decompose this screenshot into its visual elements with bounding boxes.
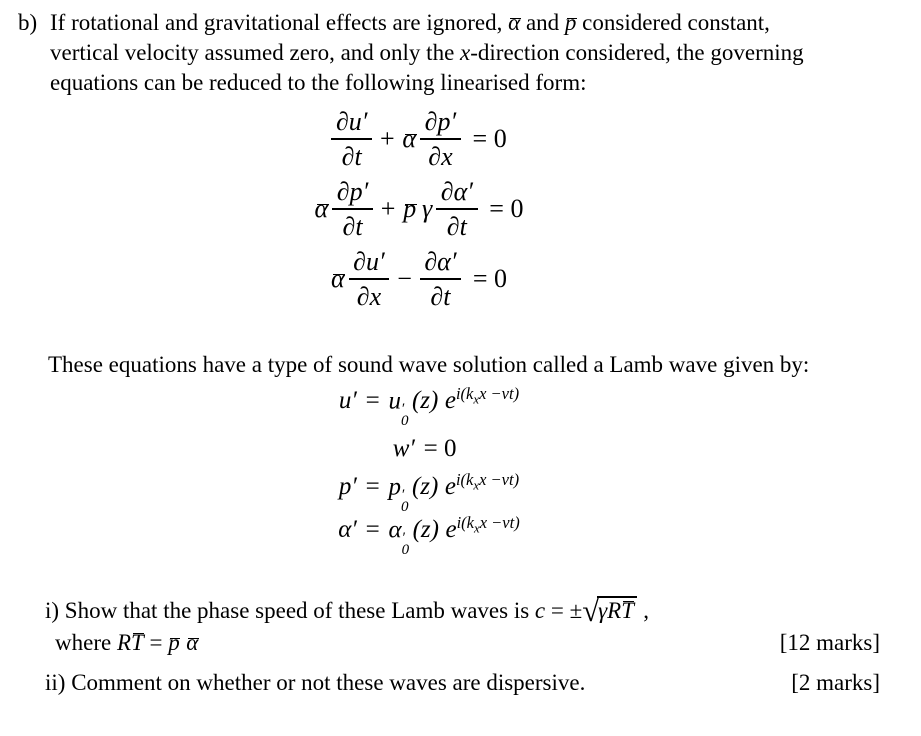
solution-u [18, 384, 880, 427]
fraction-du-dt [331, 107, 372, 171]
lhs-u-prime: u′ [338, 386, 357, 414]
marks-badge-q1: [12 marks] [779, 630, 880, 655]
radicand [597, 596, 637, 623]
prime-zero-stack [401, 530, 410, 558]
denominator: ∂t [342, 211, 363, 241]
subscript-zero: 0 [401, 541, 410, 558]
paragraph-line-2 [50, 38, 880, 68]
question-b-paragraph [18, 8, 880, 98]
exponent-post: x −vt) [479, 512, 520, 532]
fraction-dp-dt [332, 177, 373, 241]
alpha-bar-symbol: α [330, 264, 345, 293]
paragraph-line-3: equations can be reduced to the following linearised form: [50, 70, 587, 95]
comma: , [637, 598, 649, 623]
lamb-wave-solutions [18, 384, 880, 556]
exponential-e: e [444, 386, 456, 414]
question-ii-text: ii) Comment on whether or not these waves are dispersive. [45, 670, 586, 695]
prime-mark: ′ [400, 487, 405, 504]
prime-zero-stack [400, 401, 409, 429]
lhs-alpha-prime: α′ [338, 515, 357, 543]
equals-sign: = [143, 630, 169, 655]
exponent-pre: i(k [456, 512, 474, 532]
solution-alpha [18, 513, 880, 556]
exponent-pre: i(k [455, 383, 474, 403]
z-argument: (z) [411, 472, 439, 500]
prime-mark: ′ [400, 401, 405, 418]
exponent-post: x −vt) [479, 383, 520, 403]
amplitude-base: u [388, 386, 401, 414]
question-i-where-row [18, 628, 880, 658]
exponent-post: x −vt) [479, 469, 520, 489]
plus-operator: + [380, 194, 396, 223]
plus-minus-sign: ± [569, 598, 583, 623]
fraction-dp-dx [420, 107, 461, 171]
alpha-bar-symbol: α [402, 124, 417, 153]
exponent [455, 383, 520, 406]
numerator: ∂u′ [331, 107, 372, 140]
k-subscript-x: x [473, 391, 480, 406]
alpha-bar-symbol: α [508, 10, 521, 35]
governing-equations-block [18, 106, 880, 312]
fraction-du-dx [349, 247, 390, 311]
numerator: ∂u′ [349, 247, 390, 280]
text-fragment: and [520, 10, 565, 35]
denominator: ∂t [341, 141, 362, 171]
denominator: ∂x [356, 281, 382, 311]
subscript-zero: 0 [400, 412, 409, 429]
denominator: ∂t [446, 211, 467, 241]
gamma-symbol: γ [421, 194, 433, 223]
p-bar-symbol: p [168, 630, 180, 655]
text-fragment: where [55, 630, 117, 655]
phase-speed-c: c [534, 598, 546, 623]
numerator: ∂p′ [420, 107, 461, 140]
alpha-bar-symbol: α [314, 194, 329, 223]
question-b-text [50, 8, 880, 98]
text-fragment: considered constant, [576, 10, 770, 35]
fraction-dalpha-dt [436, 177, 478, 241]
question-ii-row [18, 668, 880, 698]
lhs-w-prime: w′ [392, 434, 415, 462]
p-bar-symbol: p [564, 10, 577, 35]
text-fragment: If rotational and gravitational effects are ignored, [50, 10, 509, 35]
amplitude-base: p [388, 472, 401, 500]
T-bar-symbol: T [131, 630, 144, 655]
p-bar-symbol: p [403, 194, 417, 223]
question-i-line [45, 593, 880, 629]
k-subscript-x: x [473, 477, 480, 492]
where-clause [55, 628, 198, 658]
text-fragment: -direction considered, the governing [470, 40, 804, 65]
marks-badge-q2: [2 marks] [791, 670, 880, 695]
lamb-wave-intro: These equations have a type of sound wave solution called a Lamb wave given by: [48, 352, 810, 377]
plus-operator: + [379, 124, 395, 153]
equals-zero: = 0 [423, 434, 457, 462]
numerator: ∂α′ [420, 247, 462, 280]
subscript-zero: 0 [400, 498, 409, 515]
equals-sign: = [545, 598, 570, 623]
numerator: ∂p′ [332, 177, 373, 210]
equals-sign: = [365, 515, 380, 543]
gamma-R-symbols: γR [598, 598, 622, 623]
equation-pressure [18, 176, 880, 242]
exponent [455, 469, 520, 492]
amplitude-base: α [388, 515, 402, 543]
text-fragment: i) Show that the phase speed of these Lamb waves is [45, 598, 535, 623]
square-root-icon: √ [582, 593, 598, 629]
question-b-label: b) [18, 10, 38, 35]
z-argument: (z) [411, 386, 439, 414]
numerator: ∂α′ [436, 177, 478, 210]
equals-zero: = 0 [472, 264, 508, 293]
exponential-e: e [445, 515, 457, 543]
solution-w [18, 427, 880, 470]
exponential-e: e [444, 472, 456, 500]
fraction-dalpha-dt [420, 247, 462, 311]
paragraph-line-1 [50, 8, 880, 38]
exponent-pre: i(k [455, 469, 474, 489]
equals-zero: = 0 [489, 194, 524, 223]
text-fragment: vertical velocity assumed zero, and only the [50, 40, 461, 65]
equation-momentum [18, 106, 880, 172]
exponent [456, 512, 520, 535]
alpha-bar-symbol: α [186, 630, 199, 655]
minus-operator: − [397, 264, 412, 293]
x-variable: x [460, 40, 471, 65]
k-subscript-x: x [474, 520, 480, 535]
T-bar-symbol: T [621, 598, 635, 623]
equation-continuity [18, 246, 880, 312]
sub-questions-block [18, 593, 880, 698]
prime-mark: ′ [401, 530, 405, 547]
equals-zero: = 0 [472, 124, 507, 153]
denominator: ∂x [428, 141, 453, 171]
equals-sign: = [365, 472, 380, 500]
equals-sign: = [365, 386, 380, 414]
lhs-p-prime: p′ [338, 472, 357, 500]
denominator: ∂t [430, 281, 451, 311]
solution-p [18, 470, 880, 513]
prime-zero-stack [400, 487, 409, 515]
R-symbol: R [116, 630, 131, 655]
z-argument: (z) [412, 515, 439, 543]
